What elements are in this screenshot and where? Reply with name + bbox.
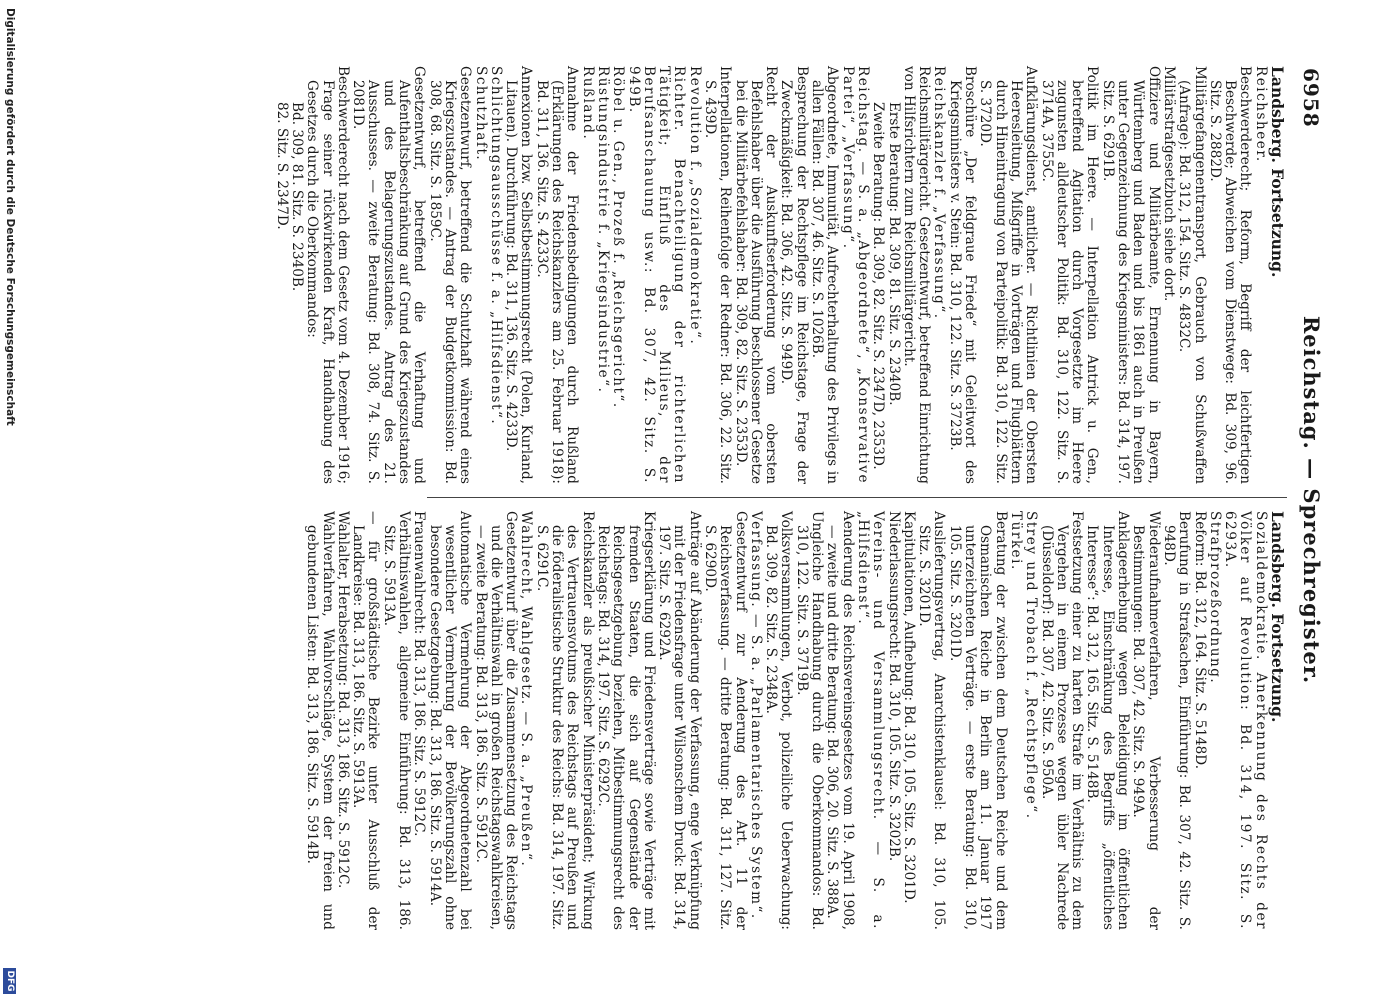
- register-entry: — für großstädtische Bezirke unter Ausschluß der Landkreise: Bd. 313, 186. Sitz. S. 5913A.: [350, 511, 382, 930]
- footer-bar: [0, 0, 17, 1000]
- register-entry: Annahme der Friedensbedingungen durch Rußland (Erklärungen des Reichskanzlers am 25. Februar 1918): Bd. 311, 136. Sitz. S. 4233C.: [533, 66, 581, 484]
- register-entry: Gesetzentwurf über die Zusammensetzung des Reichstags und die Verhältniswahl in großen Reichstagswahlkreisen, — zweite Beratung: Bd. 313, 186. Sitz. S. 5912C.: [472, 511, 520, 930]
- column-divider: [427, 497, 1287, 498]
- register-entry: Wahlrecht, Wahlgesetz. — S. a. „Preußen“.: [518, 511, 535, 868]
- register-entry: Rüstungsindustrie f. „Kriegsindustrie“.: [594, 66, 611, 394]
- register-entry: Ungleiche Handhabung durch die Oberkommandos: Bd. 310, 122. Sitz. S. 3719B.: [793, 511, 826, 930]
- register-entry: Gesetzentwurf zur Aenderung des Art. 11 der Reichsverfassung. — dritte Beratung: Bd. 311, 127. Sitz. S. 6290D.: [702, 511, 749, 930]
- register-entry: Wahlalter, Herabsetzung: Bd. 313, 186. Sitz. S. 5912C.: [334, 511, 351, 889]
- funding-note: Digitalisierung gefördert durch die Deutsche Forschungsgemeinschaft: [4, 8, 16, 426]
- register-entry: Bd. 309, 81. Sitz. S. 2340B.: [289, 102, 305, 292]
- register-entry: Recht der Auskunftserforderung vom obersten Befehlshaber über die Ausführung beschlossener Gesetze bei die Militärbefehlshaber: Bd. 309, 82. Sitz. S. 2353D.: [732, 66, 780, 484]
- register-entry: Gesetzentwurf, betreffend die Verhaftung und Aufenthaltsbeschränkung auf Grund des Kriegszustandes und des Belagerungszustandes. Antrag des 21. Ausschusses. — zweite Beratung: Bd. 308, 74. Sitz. S. 2081D.: [350, 66, 428, 484]
- register-entry: Aufklärungsdienst, amtlicher. — Richtlinien der Obersten Heeresleitung, Mißgriffe in Vorträgen und Flugblättern durch Hineintragung von Parteipolitik: Bd. 310, 122. Sitz. S. 3720D.: [977, 66, 1040, 484]
- register-entry: Militärstrafgesetzbuch siehe dort.: [1160, 66, 1177, 302]
- left-column-entries: [273, 66, 1267, 484]
- register-entry: Strey und Trobach f. „Rechtspflege“.: [1023, 511, 1040, 820]
- register-entry: Verhältniswahlen, allgemeine Einführung: Bd. 313, 186. Sitz. S. 5913A.: [380, 511, 413, 930]
- register-entry: Zweite Beratung: Bd. 309, 82. Sitz. S. 2347D, 2353D.: [870, 102, 887, 470]
- register-entry: Abgeordnete, Immunität, Aufrechterhaltung des Privilegs in allen Fällen: Bd. 307, 46. Sitz. S. 1026B.: [809, 66, 841, 484]
- register-entry: Verfassung. — S. a. „Parlamentarisches System“.: [747, 511, 764, 920]
- register-entry: Wiederaufnahmeverfahren, Verbesserung der Bestimmungen: Bd. 307, 42. Sitz. S. 949A.: [1130, 511, 1162, 930]
- register-entry: Richter. Benachteiligung der richterlichen Tätigkeit; Einfluß des Milieus, der Berufsanschauung usw.: Bd. 307, 42. Sitz. S. 949B.: [625, 66, 688, 484]
- right-column: [304, 511, 1285, 930]
- register-entry: Interpellationen, Reihenfolge der Redner: Bd. 306, 22. Sitz. S. 439D.: [702, 66, 734, 484]
- register-entry: Offiziere und Militärbeamte, Ernennung in Bayern, Württemberg und Baden und bis 1861 auch in Preußen unter Gegenzeichnung des Kriegsministers: Bd. 314, 197. Sitz. S. 6291B.: [1099, 66, 1162, 484]
- register-entry: Festsetzung einer zu harten Strafe im Verhältnis zu dem Vergehen in einem Prozesse wegen übler Nachrede (Düsseldorf): Bd. 307, 42. Sitz. S. 950A.: [1038, 511, 1086, 930]
- register-entry: Schutzhaft.: [472, 66, 489, 162]
- register-entry: Strafprozeßordnung.: [1206, 511, 1223, 685]
- running-header: [1293, 0, 1325, 1000]
- register-entry: Volksversammlungen, Verbot, polizeiliche Ueberwachung: Bd. 309, 82. Sitz. S. 2348A.: [763, 511, 795, 930]
- register-entry: Annexionen bzw. Selbstbestimmungsrecht (Polen, Kurland, Litauen). Durchführung: Bd. 311, 136. Sitz. S. 4233D.: [503, 66, 535, 484]
- register-entry: Revolution f. „Sozialdemokratie“.: [686, 66, 703, 346]
- register-entry: Beschwerderecht; Reform, Begriff der leichtfertigen Beschwerde; Abweichen vom Dienstwege: Bd. 309, 96. Sitz. S. 2882D.: [1206, 66, 1254, 484]
- register-entry: Wahlverfahren, Wahlvorschläge, System der freien und gebundenen Listen: Bd. 313, 186. Sitz. S. 5914B.: [304, 511, 336, 930]
- register-entry: Militärgefangenentransport, Gebrauch von Schußwaffen (Anfrage): Bd. 312, 154. Sitz. S. 4832C.: [1176, 66, 1208, 484]
- register-entry: Reichsheer.: [1252, 66, 1269, 163]
- register-entry: Vereins- und Versammlungsrecht. — S. a. „Hilfsdienst“.: [854, 511, 887, 930]
- register-entry: 82. Sitz. S. 2347D.: [273, 102, 290, 230]
- register-entry: Broschüre „Der feldgraue Friede“ mit Geleitwort des Kriegsministers v. Stein: Bd. 310, 122. Sitz. S. 3723B.: [946, 66, 979, 484]
- left-column: [273, 66, 1285, 484]
- register-entry: Reichskanzler als preußischer Ministerpräsident; Wirkung des Vertrauensvotums des Reichstags auf Preußen und die föderalistische Struktur des Reichs: Bd. 314, 197. Sitz. S. 6291C.: [533, 511, 596, 930]
- register-entry: Erste Beratung: Bd. 309, 81. Sitz. S. 2340B.: [885, 102, 902, 406]
- register-entry: Politik im Heere. — Interpellation Antrick u. Gen., betreffend Agitation durch Vorgesetzte im Heere zugunsten alldeutscher Politik: Bd. 310, 122. Sitz. S. 3714A, 3755C.: [1038, 66, 1101, 484]
- register-entry: Automatische Vermehrung der Abgeordnetenzahl bei wesentlicher Vermehrung der Bevölkerungszahl ohne besondere Gesetzgebung: Bd. 313, 186. Sitz. S. 5914A.: [426, 511, 474, 930]
- running-title: Reichstag. — Sprechregister.: [1299, 315, 1324, 685]
- register-entry: Kapitulationen, Aufhebung: Bd. 310, 105. Sitz. S. 3201D.: [900, 511, 917, 904]
- register-entry: Türkei.: [1007, 511, 1024, 571]
- register-entry: Schlichtungsausschüsse f. a. „Hilfsdienst“.: [487, 66, 504, 426]
- right-column-heading: Landsberg. Fortsetzung.: [1268, 511, 1287, 723]
- register-entry: Röbel u. Gen., Prozeß f. „Reichsgericht“.: [610, 66, 627, 409]
- register-entry: Auslieferungsvertrag, Anarchistenklausel: Bd. 310, 105. Sitz. S. 3201D.: [916, 511, 948, 930]
- page-number: 6958: [1299, 68, 1323, 128]
- register-entry: Aenderung des Reichsvereinsgesetzes vom 19. April 1908, — zweite und dritte Beratung: Bd. 306, 20. Sitz. S. 388A.: [824, 511, 856, 930]
- register-entry: Sozialdemokratie. Anerkennung des Rechts der Völker auf Revolution: Bd. 314, 197. Sitz. S. 6293A.: [1222, 511, 1269, 930]
- register-entry: Anträge auf Abänderung der Verfassung, enge Verknüpfung mit der Friedensfrage unter Wilsonschem Druck: Bd. 314, 197. Sitz. S. 6292A.: [656, 511, 703, 930]
- left-column-heading: Landsberg. Fortsetzung.: [1268, 66, 1287, 278]
- register-entry: Rußland.: [579, 66, 596, 141]
- register-entry: Gesetzentwurf, betreffend die Schutzhaft während eines Kriegszustandes. — Antrag der Budgetkommission: Bd. 308, 68. Sitz. S. 1859C.: [426, 66, 474, 484]
- dfg-logo: DFG: [3, 968, 16, 994]
- register-entry: Niederlassungsrecht: Bd. 310, 105. Sitz. S. 3202B.: [885, 511, 902, 862]
- register-entry: Besprechung der Rechtspflege im Reichstage, Frage der Zweckmäßigkeit: Bd. 306, 42. Sitz. S. 949D.: [778, 66, 810, 484]
- register-entry: Kriegserklärung und Friedensverträge sowie Verträge mit fremden Staaten, die sich auf Gegenstände der Reichsgesetzgebung beziehen, Mitbestimmungsrecht des Reichstags: Bd. 314, 197. Sitz. S. 6292C.: [594, 511, 657, 930]
- register-entry: Anklageerhebung wegen Beleidigung im öffentlichen Interesse, Einschränkung des Begriffs „öffentliches Interesse“: Bd. 312, 165. Sitz. S. 5148B.: [1084, 511, 1132, 930]
- register-entry: Beratung der zwischen dem Deutschen Reiche und dem Osmanischen Reiche in Berlin am 11. Januar 1917 unterzeichneten Verträge. — erste Beratung: Bd. 310, 105. Sitz. S. 3201D.: [946, 511, 1009, 930]
- register-entry: Berufung in Strafsachen, Einführung: Bd. 307, 42. Sitz. S. 948D.: [1160, 511, 1193, 930]
- register-entry: Reform: Bd. 312, 164. Sitz. S. 5148D.: [1191, 511, 1208, 770]
- register-entry: Reichstag. — S. a. „Abgeordnete“, „Konservative Partei“, „Verfassung“.: [839, 66, 871, 484]
- register-entry: Frauenwahlrecht: Bd. 313, 186. Sitz. S. 5912C.: [411, 511, 428, 837]
- right-column-entries: [304, 511, 1268, 930]
- register-entry: Beschwerderecht nach dem Gesetz vom 4. Dezember 1916; Frage seiner rückwirkenden Kraft, Handhabung des Gesetzes durch die Oberkommandos:: [304, 66, 351, 484]
- register-entry: Reichskanzler f. „Verfassung“.: [931, 66, 948, 320]
- register-entry: Reichsmilitärgericht. Gesetzentwurf, betreffend Einrichtung von Hilfsrichtern zum Reichsmilitärgericht.: [900, 66, 933, 484]
